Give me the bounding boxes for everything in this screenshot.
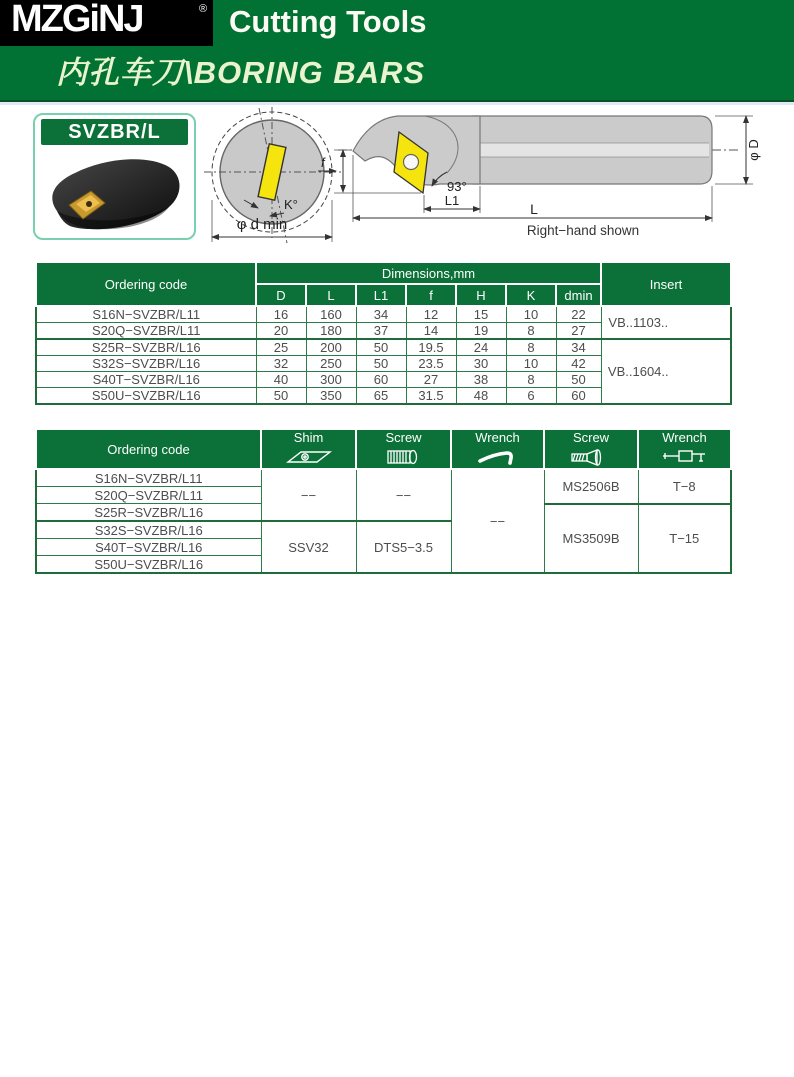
wrench-value: −− [451, 469, 544, 573]
wrench2-column-header: Wrench [638, 429, 731, 469]
value-l: 350 [306, 388, 356, 405]
ordering-code: S16N−SVZBR/L11 [36, 306, 256, 323]
l1-dim-label: L1 [444, 193, 460, 208]
ordering-code-header: Ordering code [36, 429, 261, 469]
value-f: 23.5 [406, 356, 456, 372]
ordering-code: S16N−SVZBR/L11 [36, 469, 261, 487]
insert-code: VB..1103.. [601, 306, 731, 339]
col-header-f: f [406, 284, 456, 306]
cross-section-diagram [204, 107, 341, 243]
value-dmin: 60 [556, 388, 601, 405]
value-d: 20 [256, 323, 306, 340]
value-h: 19 [456, 323, 506, 340]
page-title: Cutting Tools [229, 4, 427, 39]
value-l1: 34 [356, 306, 406, 323]
ordering-code: S20Q−SVZBR/L11 [36, 487, 261, 504]
spring-screw-icon [380, 446, 428, 466]
value-l: 300 [306, 372, 356, 388]
value-l1: 50 [356, 339, 406, 356]
table-row [36, 306, 731, 323]
col-header-l1: L1 [356, 284, 406, 306]
value-h: 24 [456, 339, 506, 356]
wrench2-value: T−8 [638, 469, 731, 504]
value-l1: 50 [356, 356, 406, 372]
col-header-d: D [256, 284, 306, 306]
f-dim-label: f [321, 155, 325, 170]
category-subtitle: 内孔车刀\BORING BARS [56, 55, 426, 90]
ordering-code: S25R−SVZBR/L16 [36, 504, 261, 522]
value-k: 10 [506, 356, 556, 372]
value-l: 180 [306, 323, 356, 340]
screw2-value: MS3509B [544, 504, 638, 574]
spare-parts-table [35, 428, 732, 574]
value-l: 200 [306, 339, 356, 356]
col-header-dmin: dmin [556, 284, 601, 306]
l-dim-label: L [530, 201, 538, 217]
value-d: 16 [256, 306, 306, 323]
value-l1: 65 [356, 388, 406, 405]
table-row [36, 339, 731, 356]
d-dim-label: φ D [746, 139, 761, 161]
value-k: 10 [506, 306, 556, 323]
dimensions-header: Dimensions,mm [256, 262, 601, 284]
wrench-column-header: Wrench [451, 429, 544, 469]
value-f: 12 [406, 306, 456, 323]
value-l1: 60 [356, 372, 406, 388]
angle-label: 93° [447, 179, 467, 194]
wrench2-value: T−15 [638, 504, 731, 574]
value-h: 30 [456, 356, 506, 372]
dmin-label: φ d min [236, 216, 288, 233]
value-dmin: 42 [556, 356, 601, 372]
ordering-code: S40T−SVZBR/L16 [36, 539, 261, 556]
value-l: 250 [306, 356, 356, 372]
value-k: 8 [506, 339, 556, 356]
screw2-value: MS2506B [544, 469, 638, 504]
value-dmin: 22 [556, 306, 601, 323]
value-d: 32 [256, 356, 306, 372]
side-view-diagram [318, 116, 761, 238]
registered-mark: ® [199, 3, 208, 15]
value-l: 160 [306, 306, 356, 323]
value-dmin: 34 [556, 339, 601, 356]
product-model-label: SVZBR/L [41, 119, 188, 145]
value-h: 38 [456, 372, 506, 388]
value-dmin: 27 [556, 323, 601, 340]
k-angle-label: K° [284, 197, 298, 212]
dimensions-table [35, 261, 732, 405]
value-k: 8 [506, 372, 556, 388]
header-banner [0, 0, 794, 100]
shim-value: SSV32 [261, 521, 356, 573]
insert-header: Insert [601, 262, 731, 306]
value-dmin: 50 [556, 372, 601, 388]
ordering-code: S32S−SVZBR/L16 [36, 521, 261, 539]
ordering-code: S25R−SVZBR/L16 [36, 339, 256, 356]
value-d: 25 [256, 339, 306, 356]
value-k: 8 [506, 323, 556, 340]
ordering-code: S50U−SVZBR/L16 [36, 388, 256, 405]
insert-code: VB..1604.. [601, 339, 731, 404]
value-h: 15 [456, 306, 506, 323]
ordering-code-header: Ordering code [36, 262, 256, 306]
ordering-code: S50U−SVZBR/L16 [36, 556, 261, 574]
col-header-k: K [506, 284, 556, 306]
hand-caption: Right−hand shown [526, 223, 640, 238]
value-d: 40 [256, 372, 306, 388]
value-h: 48 [456, 388, 506, 405]
value-k: 6 [506, 388, 556, 405]
screw2-column-header: Screw [544, 429, 638, 469]
value-d: 50 [256, 388, 306, 405]
col-header-h: H [456, 284, 506, 306]
shim-column-header: Shim [261, 429, 356, 469]
shim-icon [285, 446, 333, 466]
ordering-code: S40T−SVZBR/L16 [36, 372, 256, 388]
col-header-l: L [306, 284, 356, 306]
value-f: 19.5 [406, 339, 456, 356]
shim-value: −− [261, 469, 356, 521]
value-f: 14 [406, 323, 456, 340]
ordering-code: S20Q−SVZBR/L11 [36, 323, 256, 340]
value-l1: 37 [356, 323, 406, 340]
value-f: 27 [406, 372, 456, 388]
value-f: 31.5 [406, 388, 456, 405]
ordering-code: S32S−SVZBR/L16 [36, 356, 256, 372]
technical-diagram [0, 105, 794, 255]
brand-logo: MZGiNJ [11, 0, 143, 40]
screw-column-header: Screw [356, 429, 451, 469]
screw-value: DTS5−3.5 [356, 521, 451, 573]
screw-value: −− [356, 469, 451, 521]
